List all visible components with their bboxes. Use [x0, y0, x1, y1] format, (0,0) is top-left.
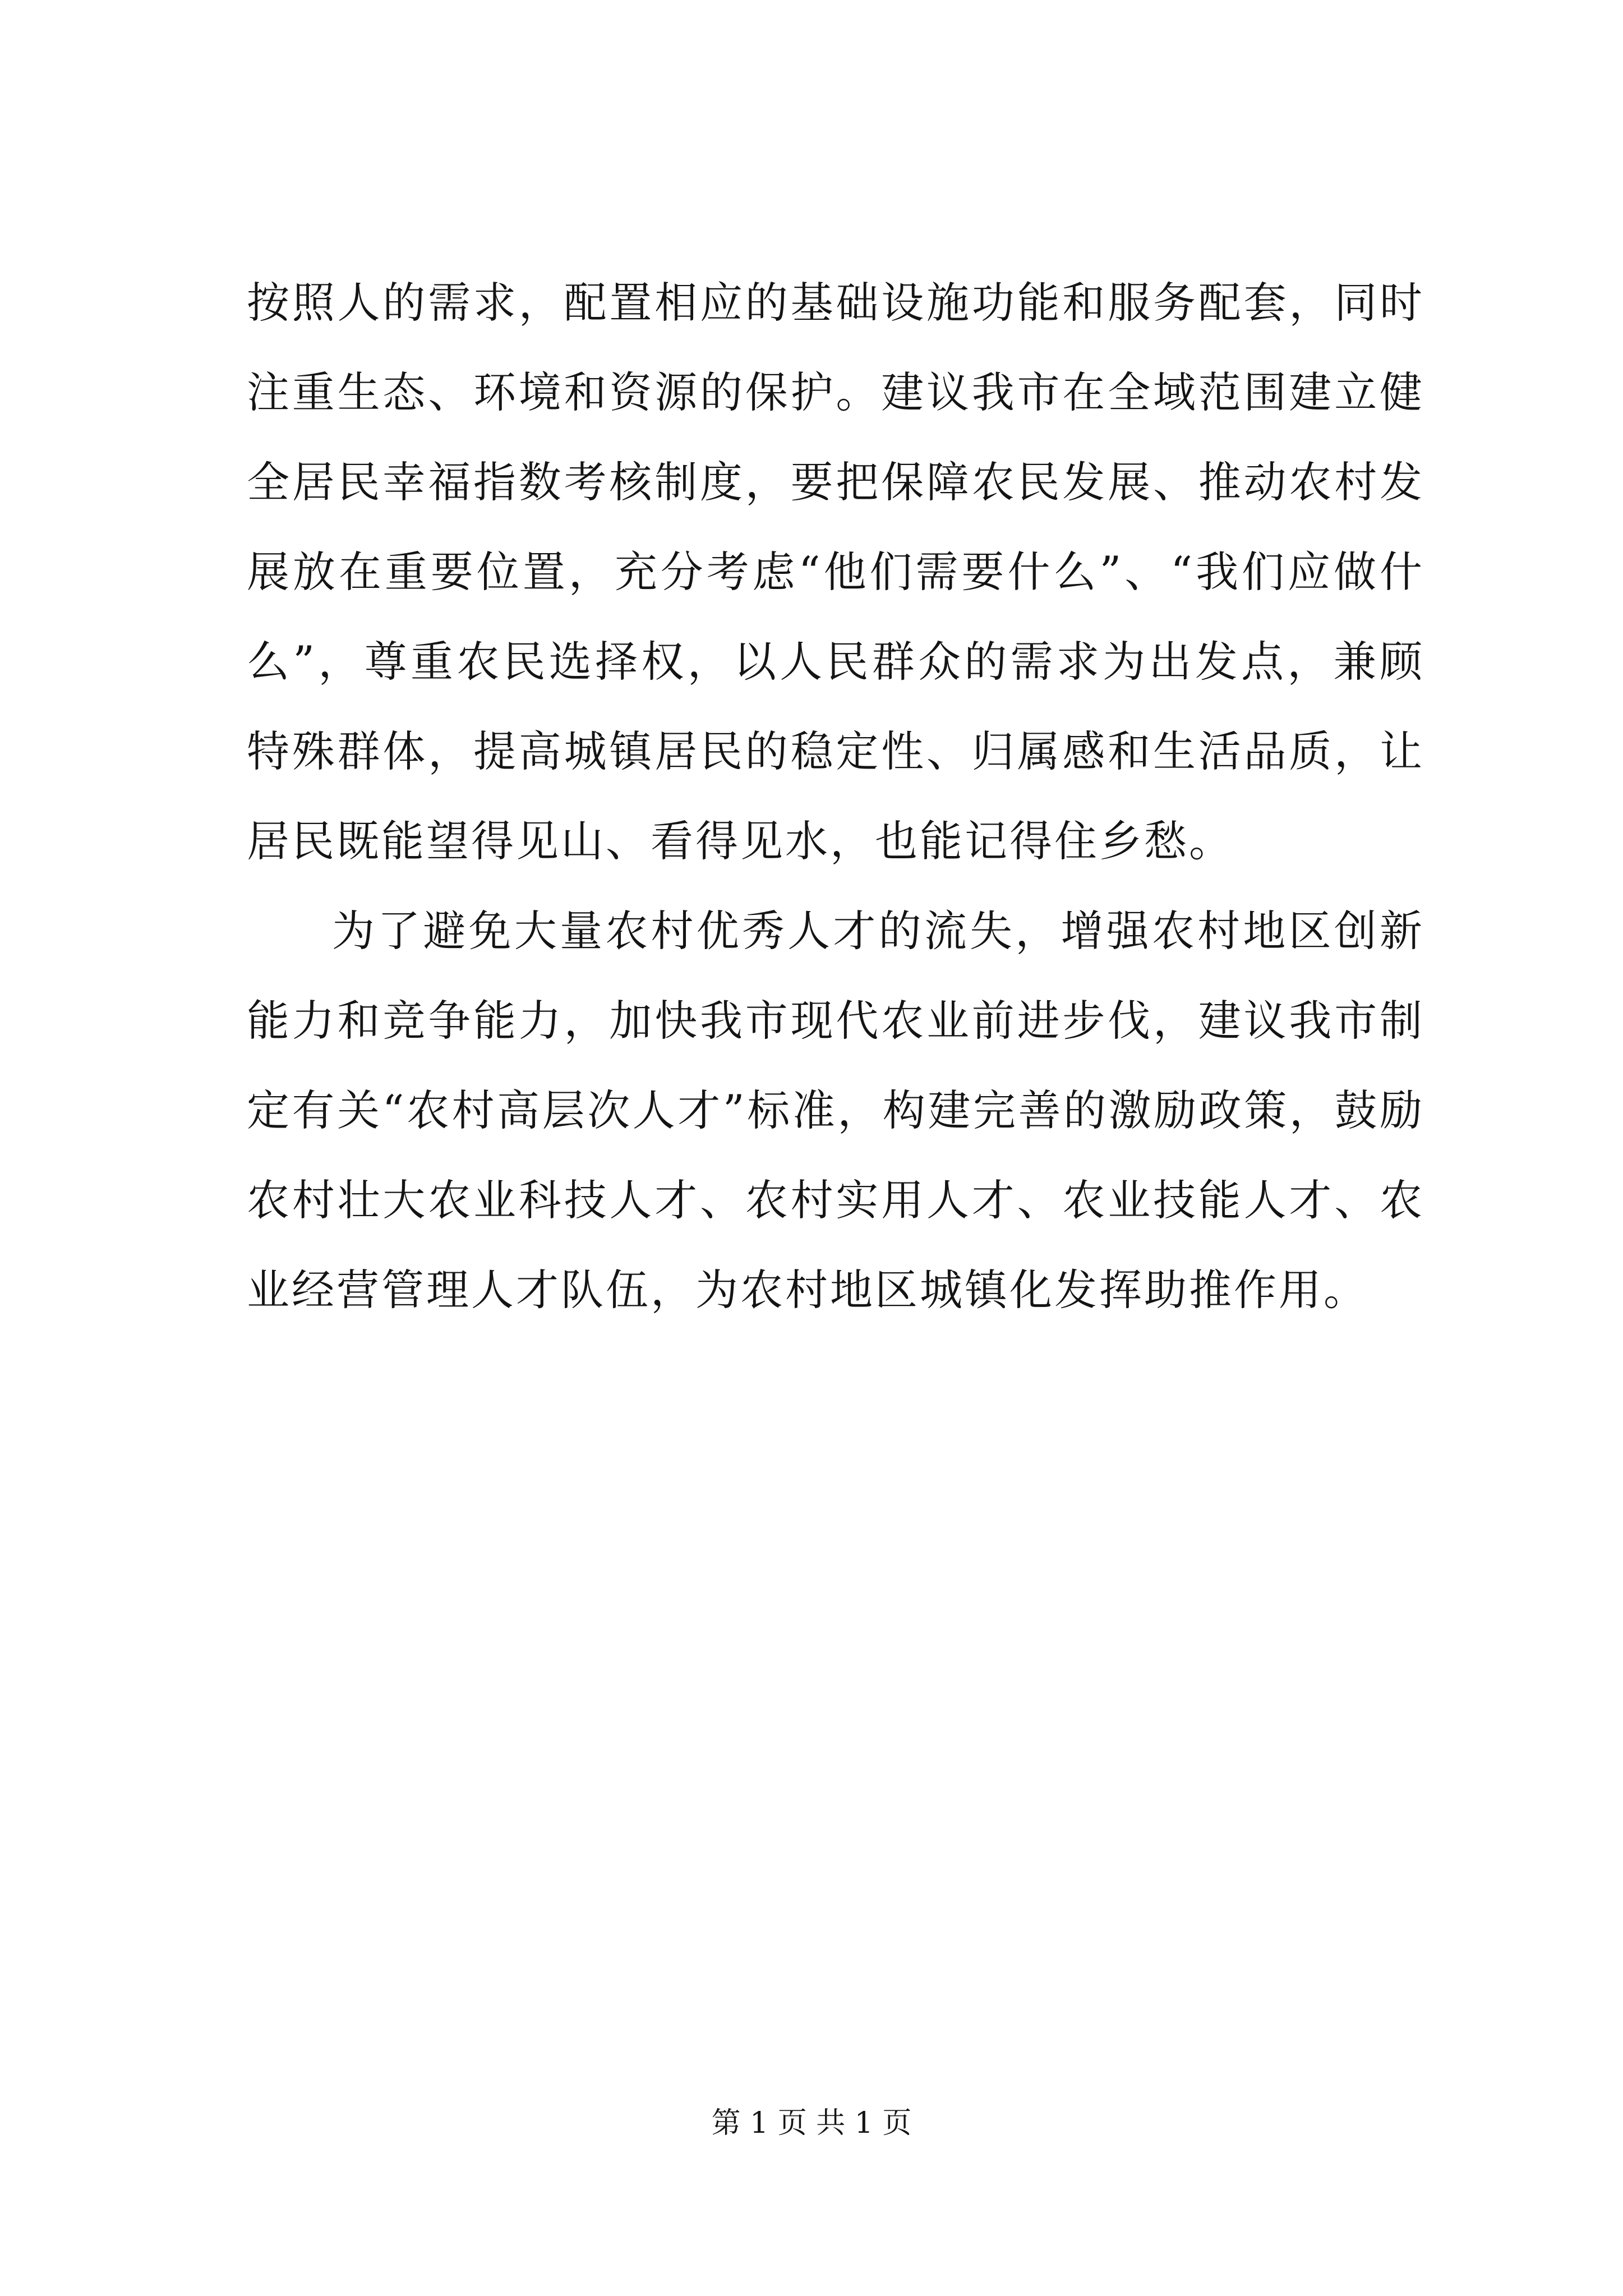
paragraph-2: 为了避免大量农村优秀人才的流失，增强农村地区创新能力和竞争能力，加快我市现代农业前进步伐，建议我市制定有关“农村高层次人才”标准，构建完善的激励政策，鼓励农村壮大农业科技人才、农村实用人才、农业技能人才、农业经营管理人才队伍，为农村地区城镇化发挥助推作用。 — [247, 906, 1424, 1315]
paragraph-1: 按照人的需求，配置相应的基础设施功能和服务配套，同时注重生态、环境和资源的保护。建议我市在全域范围建立健全居民幸福指数考核制度，要把保障农民发展、推动农村发展放在重要位置，充分考虑“他们需要什么”、“我们应做什么”，尊重农民选择权，以人民群众的需求为出发点，兼顾特殊群体，提高城镇居民的稳定性、归属感和生活品质，让居民既能望得见山、看得见水，也能记得住乡愁。 — [247, 278, 1424, 866]
page-number-footer: 第 1 页 共 1 页 — [711, 2106, 912, 2140]
document-body — [247, 258, 1424, 1335]
